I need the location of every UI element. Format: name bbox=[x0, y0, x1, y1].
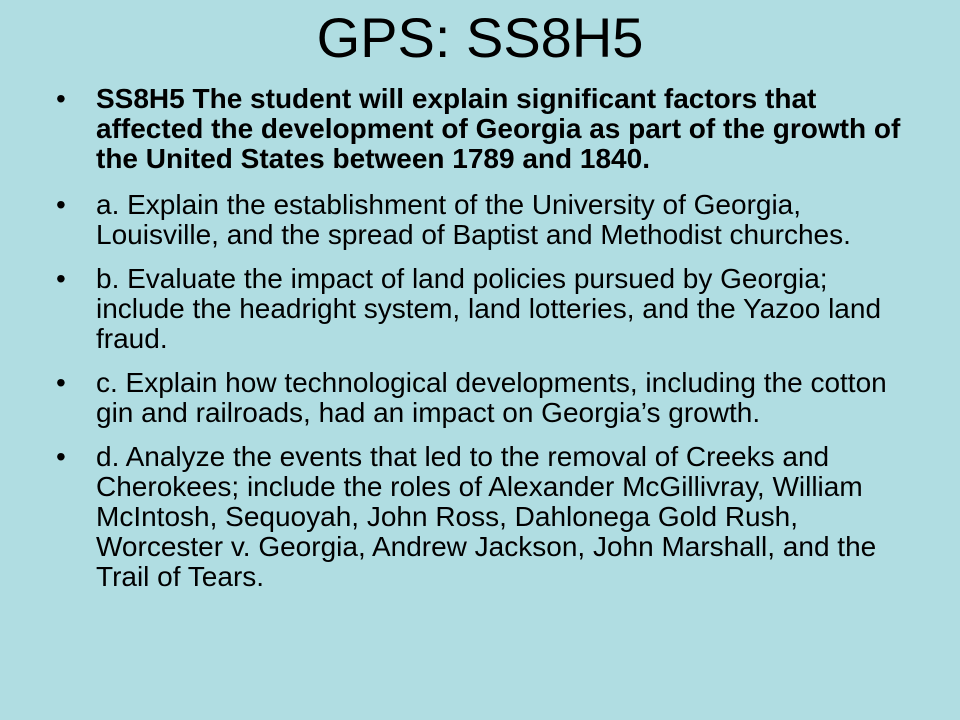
bullet-text: SS8H5 The student will explain significant factors that affected the development of Georgia as part of the growth of the United States between 1789 and 1840. bbox=[96, 83, 901, 174]
bullet-text: b. Evaluate the impact of land policies pursued by Georgia; include the headright system, land lotteries, and the Yazoo land fraud. bbox=[96, 263, 882, 354]
slide-title: GPS: SS8H5 bbox=[316, 6, 644, 69]
bullet-icon: • bbox=[56, 441, 66, 472]
bullet-text: d. Analyze the events that led to the removal of Creeks and Cherokees; include the roles of Alexander McGillivray, William McIntosh, Sequoyah, John Ross, Dahlonega Gold Rush, Worcester v. Georgia, Andrew Jackson, John Marshall, and the Trail of Tears. bbox=[96, 441, 877, 592]
bullet-item-d bbox=[56, 442, 916, 592]
bullet-item-c bbox=[56, 368, 916, 428]
bullet-icon: • bbox=[56, 189, 66, 220]
bullet-icon: • bbox=[56, 263, 66, 294]
bullet-item-a bbox=[56, 190, 916, 250]
bullet-list bbox=[56, 84, 916, 606]
bullet-text: a. Explain the establishment of the University of Georgia, Louisville, and the spread of Baptist and Methodist churches. bbox=[96, 189, 851, 250]
bullet-text: c. Explain how technological developments, including the cotton gin and railroads, had an impact on Georgia’s growth. bbox=[96, 367, 887, 428]
bullet-item-standard bbox=[56, 84, 916, 174]
bullet-icon: • bbox=[56, 83, 66, 114]
bullet-icon: • bbox=[56, 367, 66, 398]
bullet-item-b bbox=[56, 264, 916, 354]
